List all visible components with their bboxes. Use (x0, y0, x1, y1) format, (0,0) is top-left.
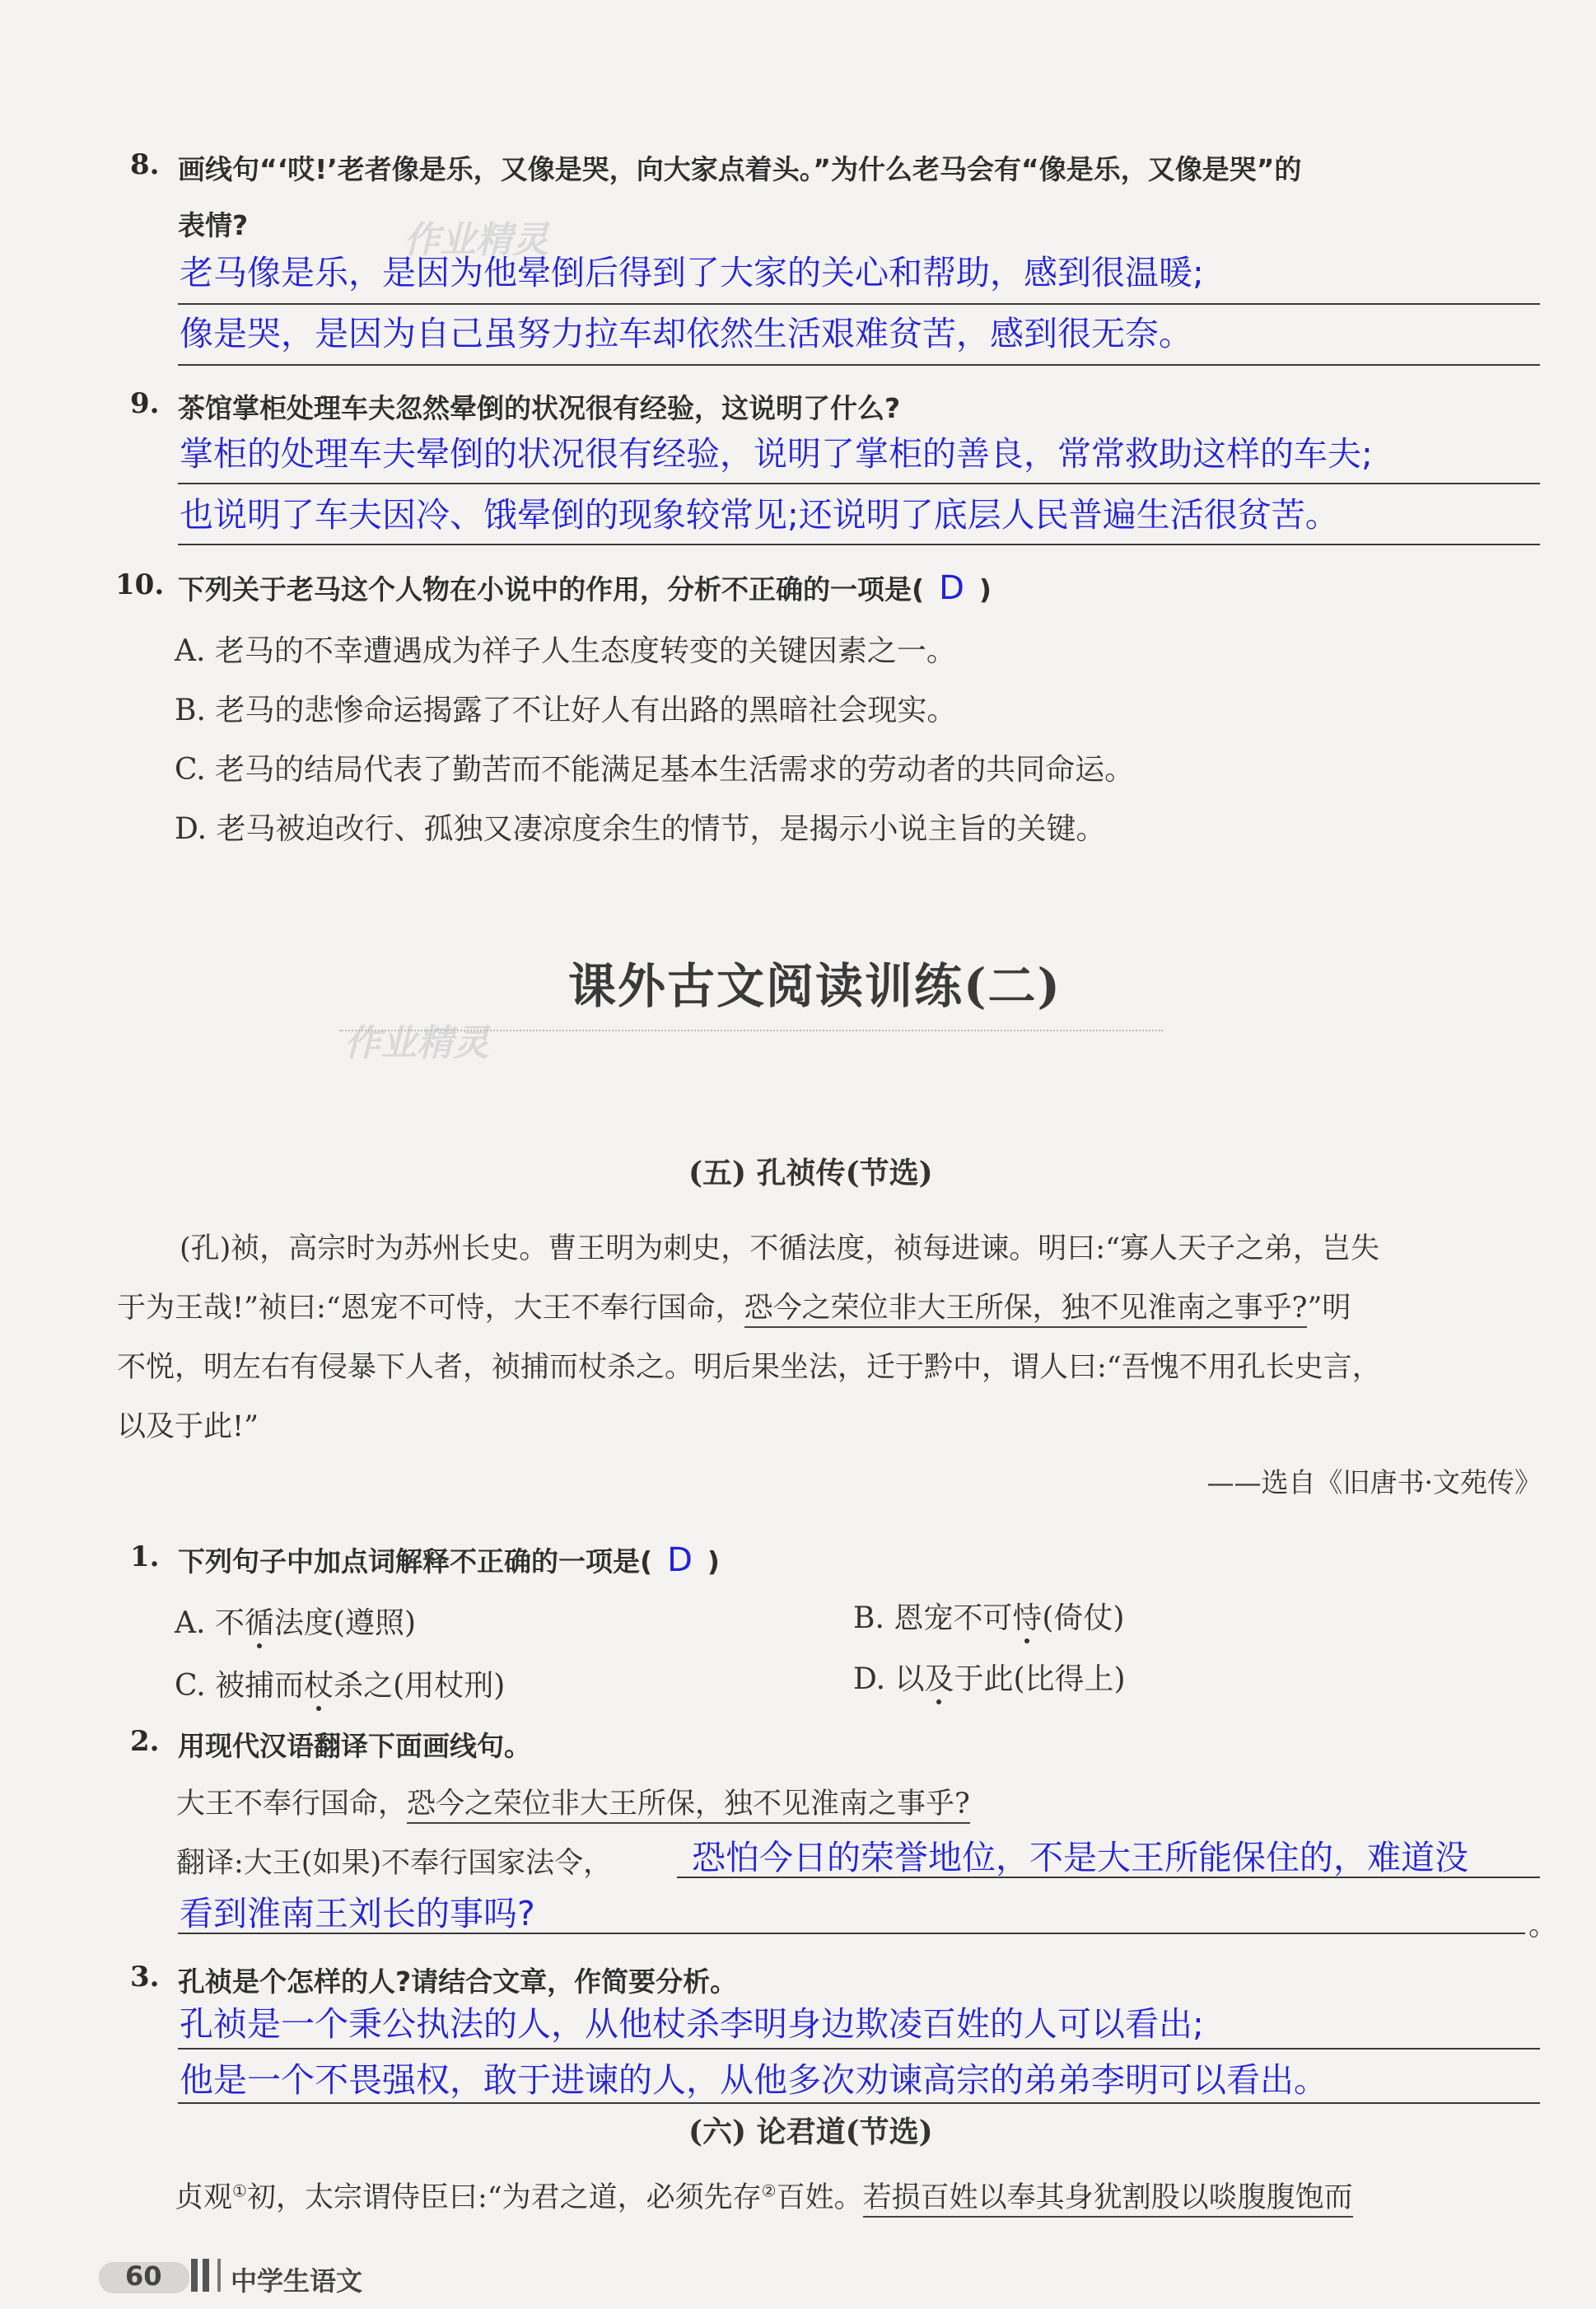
q8-answer-line1: 老马像是乐，是因为他晕倒后得到了大家的关心和帮助，感到很温暖; (180, 253, 1204, 292)
page-number: 60 (125, 2260, 162, 2292)
p2-number: 2. (130, 1725, 160, 1758)
answer-line (677, 1877, 1540, 1878)
p1-number: 1. (130, 1540, 160, 1573)
footer-bar (203, 2259, 209, 2292)
q9-answer-line2: 也说明了车夫因冷、饿晕倒的现象较常见;还说明了底层人民普遍生活很贫苦。 (180, 495, 1339, 535)
footnote-marker-1: ① (232, 2180, 247, 2201)
answer-line (178, 1933, 1525, 1934)
q10-answer: D (939, 569, 964, 607)
p2-sentence (176, 1781, 970, 1822)
p1-option-a-pre: A. 不 (175, 1606, 245, 1640)
p1-option-d (853, 1656, 1126, 1698)
p2-end-mark: 。 (1528, 1909, 1558, 1942)
q10-question-text: 下列关于老马这个人物在小说中的作用，分析不正确的一项是( (178, 573, 925, 605)
passage5-line1: (孔)祯，高宗时为苏州长史。曹王明为刺史，不循法度，祯每进谏。明曰:“寡人天子之弟，岂失 (180, 1232, 1379, 1265)
p2-translation-label: 翻译:大王(如果)不奉行国家法令， (176, 1847, 613, 1880)
q8-question-line1: 画线句“‘哎!’老者像是乐，又像是哭，向大家点着头。”为什么老马会有“像是乐，又像是哭”的 (178, 153, 1302, 185)
passage5-source: ——选自《旧唐书·文苑传》 (1206, 1466, 1542, 1498)
p1-option-c-dotted-word: 杖 (304, 1669, 334, 1703)
passage6-title: (六) 论君道(节选) (688, 2115, 933, 2149)
p1-option-d-pre: D. 以 (853, 1662, 925, 1696)
passage6-line1 (175, 2175, 1353, 2216)
p1-option-c-post: 杀之(用杖刑) (334, 1669, 506, 1703)
passage5-line2-end: ”明 (1307, 1292, 1351, 1325)
passage6-line1-middle: 初，太宗谓侍臣曰:“为君之道，必须先存 (246, 2181, 762, 2214)
p1-answer: D (667, 1541, 693, 1579)
answer-line (178, 544, 1540, 545)
p1-option-c (175, 1662, 505, 1704)
p1-option-c-pre: C. 被捕而 (175, 1669, 305, 1703)
section-title: 课外古文阅读训练(二) (568, 958, 1062, 1014)
footer-bar (191, 2259, 198, 2292)
p1-option-b-pre: B. 恩宠不可 (853, 1601, 1013, 1635)
passage5-line2-start: 于为王哉!”祯曰:“恩宠不可恃，大王不奉行国命， (117, 1292, 744, 1325)
p1-question (178, 1540, 720, 1579)
q8-number: 8. (130, 148, 160, 181)
p2-question: 用现代汉语翻译下面画线句。 (178, 1730, 531, 1762)
passage5-line3: 不悦，明左右有侵暴下人者，祯捕而杖杀之。明后果坐法，迁于黔中，谓人曰:“吾愧不用孔长史言， (117, 1351, 1381, 1384)
q9-number: 9. (130, 387, 160, 420)
q9-answer-line1: 掌柜的处理车夫晕倒的状况很有经验，说明了掌柜的善良，常常救助这样的车夫; (180, 434, 1373, 474)
passage5-title: (五) 孔祯传(节选) (688, 1156, 933, 1190)
passage5-underlined-sentence: 恐今之荣位非大王所保，独不见淮南之事乎? (744, 1292, 1308, 1328)
p2-answer-line1: 恐怕今日的荣誉地位，不是大王所能保住的，难道没 (692, 1838, 1468, 1877)
q8-answer-line2: 像是哭，是因为自己虽努力拉车却依然生活艰难贫苦，感到很无奈。 (180, 314, 1192, 353)
p1-question-text: 下列句子中加点词解释不正确的一项是( (178, 1545, 653, 1578)
q8-question-line2: 表情? (178, 209, 249, 241)
p1-option-b-post: (倚仗) (1042, 1601, 1125, 1635)
passage5-line2 (117, 1285, 1351, 1326)
q9-question: 茶馆掌柜处理车夫忽然晕倒的状况很有经验，这说明了什么? (178, 392, 901, 424)
answer-line (178, 483, 1540, 484)
p3-question: 孔祯是个怎样的人?请结合文章，作简要分析。 (178, 1965, 738, 1998)
q10-close: ) (978, 573, 992, 605)
p1-close: ) (707, 1545, 720, 1578)
p2-sentence-start: 大王不奉行国命， (176, 1788, 408, 1821)
answer-line (178, 2102, 1540, 2104)
passage6-line1-end: 百姓。 (776, 2181, 863, 2214)
book-title: 中学生语文 (231, 2265, 363, 2297)
footnote-marker-2: ② (761, 2180, 777, 2201)
p1-option-b-dotted-word: 恃 (1012, 1601, 1043, 1635)
q10-question (178, 568, 992, 607)
p1-option-a-dotted-word: 循 (244, 1606, 274, 1640)
passage6-line1-start: 贞观 (175, 2181, 233, 2214)
p1-option-a (175, 1600, 416, 1642)
p1-option-d-post: 于此(比得上) (954, 1662, 1126, 1696)
p3-answer-line2: 他是一个不畏强权，敢于进谏的人，从他多次劝谏高宗的弟弟李明可以看出。 (180, 2060, 1328, 2100)
p2-underlined-sentence: 恐今之荣位非大王所保，独不见淮南之事乎? (407, 1788, 970, 1824)
footer-bar (217, 2259, 221, 2292)
answer-line (178, 303, 1540, 305)
answer-line (178, 364, 1540, 366)
title-divider (339, 1030, 1163, 1031)
watermark-text: 作业精灵 (404, 219, 548, 261)
watermark-text-2: 作业精灵 (344, 1022, 489, 1064)
q10-option-b: B. 老马的悲惨命运揭露了不让好人有出路的黑暗社会现实。 (175, 694, 957, 727)
p3-number: 3. (130, 1961, 160, 1993)
p2-answer-line2: 看到淮南王刘长的事吗? (180, 1894, 535, 1933)
q10-number: 10. (115, 568, 165, 601)
p1-option-a-post: 法度(遵照) (273, 1606, 416, 1640)
q10-option-c: C. 老马的结局代表了勤苦而不能满足基本生活需求的劳动者的共同命运。 (175, 753, 1135, 787)
passage6-underlined-sentence: 若损百姓以奉其身犹割股以啖腹腹饱而 (863, 2181, 1353, 2218)
q10-option-a: A. 老马的不幸遭遇成为祥子人生态度转变的关键因素之一。 (175, 634, 956, 668)
p3-answer-line1: 孔祯是一个秉公执法的人，从他杖杀李明身边欺凌百姓的人可以看出; (180, 2004, 1204, 2044)
p1-option-d-dotted-word: 及 (924, 1662, 954, 1696)
passage5-line4: 以及于此!” (117, 1410, 259, 1443)
p1-option-b (853, 1595, 1124, 1637)
answer-line (178, 2048, 1540, 2050)
q10-option-d: D. 老马被迫改行、孤独又凄凉度余生的情节，是揭示小说主旨的关键。 (175, 812, 1106, 846)
